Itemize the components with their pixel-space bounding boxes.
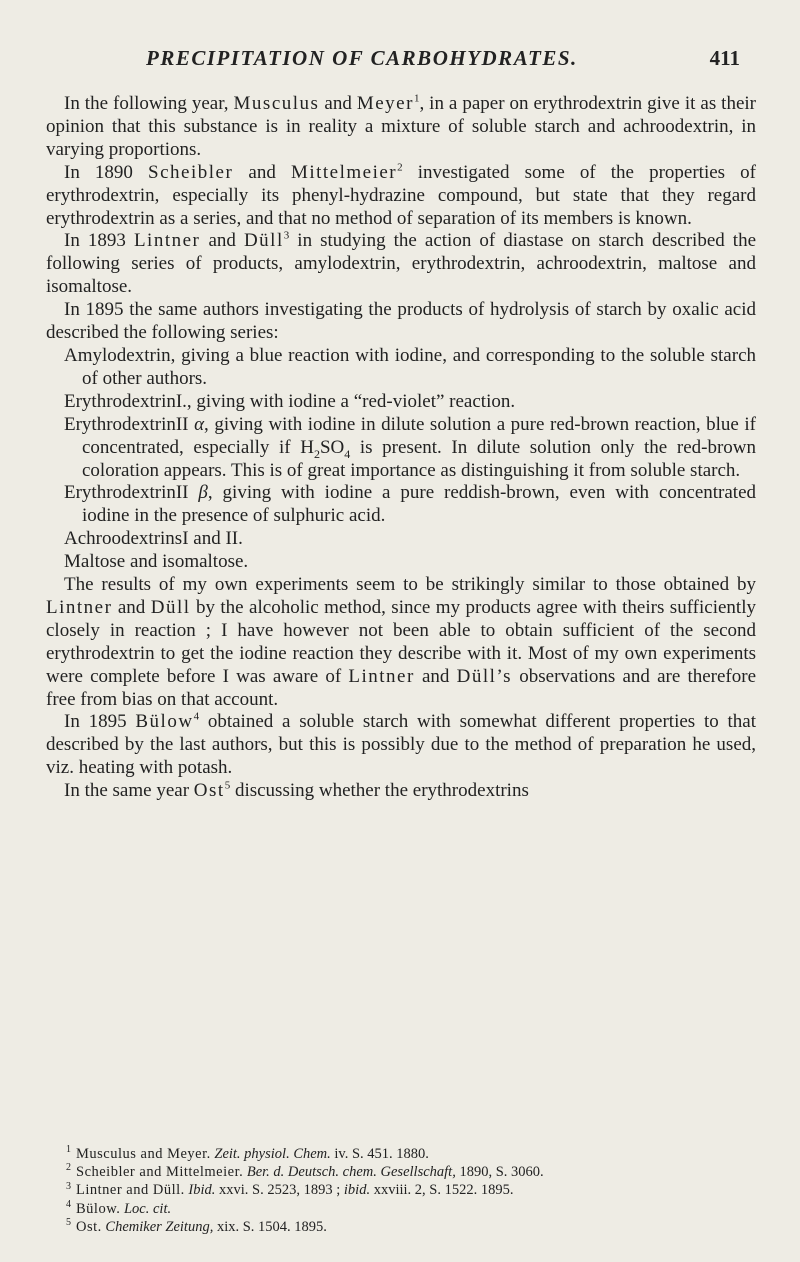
paragraph: The results of my own experiments seem to be strikingly similar to those obtained by Lintner and Düll by the alcoholic method, since my products agree with theirs sufficiently closely in reaction ; I have however not been able to obtain sufficient of the second erythrodextrin to get the iodine reaction they describe with it. Most of my own experiments were complete before I was aware of Lintner and Düll’s observations and are therefore free from bias on that account.: [46, 574, 756, 710]
footnote-ref: 3: [283, 230, 290, 243]
page-header: [80, 46, 740, 80]
footnote: $^2$ Scheibler and Mittelmeier. Ber. d. Deutsch. chem. Gesellschaft, 1890, S. 3060.: [66, 1162, 544, 1181]
list-item: AchroodextrinsI and II.: [64, 528, 243, 550]
author-name: Lintner: [133, 230, 201, 252]
paragraph: In the same year Ost$^5$ discussing whether the erythrodextrins: [64, 779, 529, 802]
footnote: $^5$ Ost. Chemiker Zeitung, xix. S. 1504. 1895.: [66, 1216, 327, 1235]
author-name: Bülow: [135, 711, 194, 733]
list-item: ErythrodextrinI., giving with iodine a “red-violet” reaction.: [64, 390, 516, 412]
author-name: Lintner: [46, 596, 113, 618]
footnote: $^1$ Musculus and Meyer. Zeit. physiol. Chem. iv. S. 451. 1880.: [66, 1144, 429, 1162]
list-item: Maltose and isomaltose.: [64, 551, 249, 573]
footnote: $^4$ Bülow. Loc. cit.: [66, 1198, 172, 1217]
paragraph: In 1895 Bülow$^4$ obtained a soluble starch with somewhat different properties to that described by the last authors, but this is possibly due to the method of preparation he used, viz. heating with potash.: [46, 711, 757, 779]
footnote-ref: 1: [413, 92, 420, 105]
running-title: PRECIPITATION OF CARBOHYDRATES.: [146, 46, 578, 70]
author-name: Lintner: [348, 665, 415, 687]
paragraph: In 1893 Lintner and Düll$^3$ in studying the action of diastase on starch described the following series of products, amylodextrin, erythrodextrin, achroodextrin, maltose and isomaltose.: [46, 230, 757, 298]
author-name: Düll’s: [456, 665, 513, 687]
author-name: Düll: [150, 596, 191, 618]
author-name: Düll: [243, 230, 284, 252]
paragraph: In 1890 Scheibler and Mittelmeier$^2$ investigated some of the properties of erythrodextrin, especially its phenyl-hydrazine compound, but state that they regard erythrodextrin as a series, and that no method of separation of its members is known.: [46, 161, 756, 229]
list-item: ErythrodextrinII α, giving with iodine in dilute solution a pure red-brown reaction, blue if concentrated, especially if $H_2SO_4$ is present. In dilute solution only the red-brown coloration appears. This is of great importance as distinguishing it from soluble starch.: [64, 413, 757, 481]
footnote-ref: 4: [193, 711, 200, 724]
body-text: [46, 93, 756, 803]
footnote: $^3$ Lintner and Düll. Ibid. xxvi. S. 2523, 1893 ; ibid. xxviii. 2, S. 1522. 1895.: [66, 1180, 514, 1199]
page-number: 411: [709, 46, 740, 70]
author-name: Meyer: [356, 93, 414, 114]
author-name: Ost: [193, 780, 225, 802]
footnote-ref: 2: [397, 161, 403, 174]
list-item: ErythrodextrinII β, giving with iodine a pure reddish-brown, even with concentrated iodine in the presence of sulphuric acid.: [64, 482, 757, 527]
author-name: Musculus: [233, 93, 320, 114]
paragraph: In 1895 the same authors investigating the products of hydrolysis of starch by oxalic acid described the following series:: [46, 299, 756, 344]
paragraph: In the following year, Musculus and Meyer$^1$, in a paper on erythrodextrin give it as their opinion that this substance is in reality a mixture of soluble starch and achroodextrin, in varying proportions.: [46, 92, 757, 160]
footnotes: [46, 1145, 756, 1236]
footnote-ref: 5: [224, 779, 231, 792]
author-name: Mittelmeier: [290, 161, 398, 183]
author-name: Scheibler: [148, 161, 234, 183]
list-item: Amylodextrin, giving a blue reaction with iodine, and corresponding to the soluble starch of other authors.: [64, 344, 756, 389]
